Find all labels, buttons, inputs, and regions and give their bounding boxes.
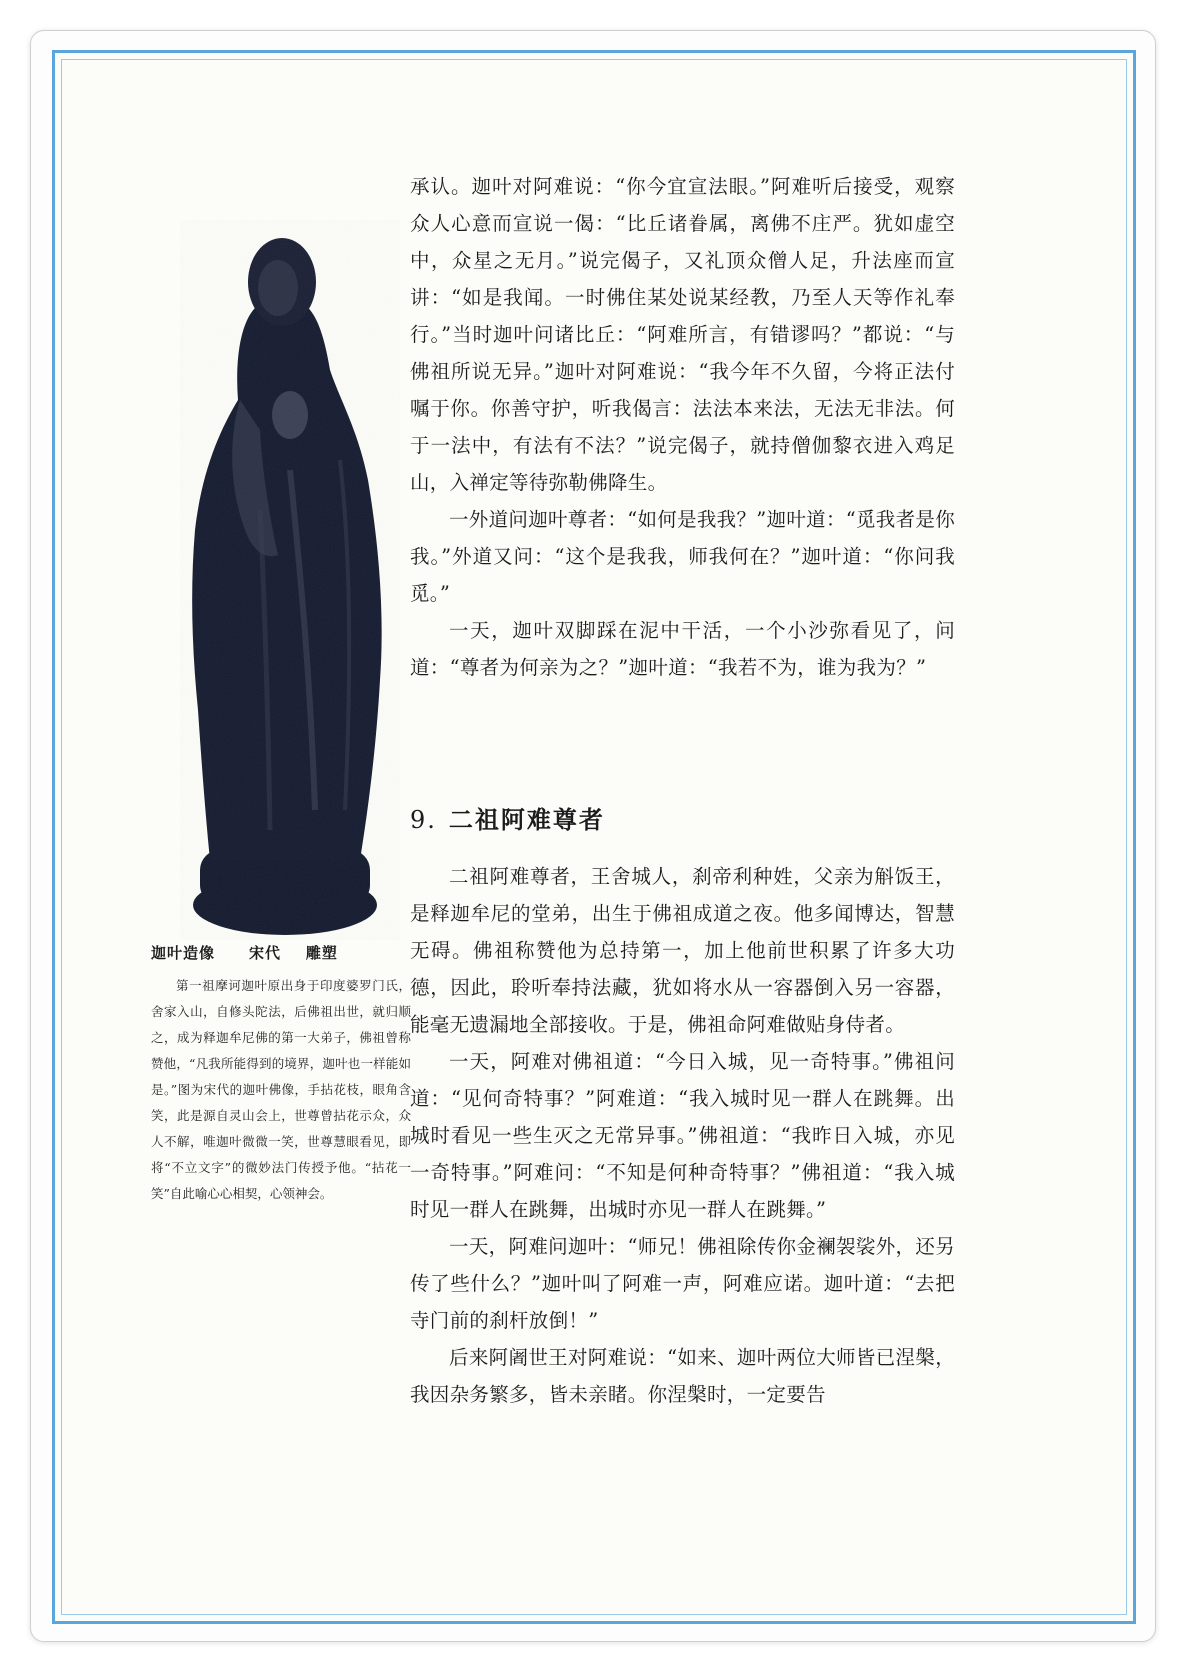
image-caption [151, 942, 411, 1207]
paragraph: 后来阿阇世王对阿难说：“如来、迦叶两位大师皆已涅槃，我因杂务繁多，皆未亲睹。你涅槃时，一定要告 [410, 1346, 955, 1406]
caption-subject: 迦叶造像 [151, 944, 216, 962]
caption-body: 第一祖摩诃迦叶原出身于印度婆罗门氏，舍家入山，自修头陀法，后佛祖出世，就归顺之，成为释迦牟尼佛的第一大弟子，佛祖曾称赞他，“凡我所能得到的境界，迦叶也一样能如是。”图为宋代的迦叶佛像，手拈花枝，眼角含笑，此是源自灵山会上，世尊曾拈花示众，众人不解，唯迦叶微微一笑，世尊慧眼看见，即将“不立文字”的微妙法门传授予他。“拈花一笑”自此喻心心相契，心领神会。 [151, 978, 411, 1201]
paragraph: 一天，迦叶双脚踩在泥中干活，一个小沙弥看见了，问道：“尊者为何亲为之？”迦叶道：“我若不为，谁为我为？” [410, 619, 955, 679]
paragraph: 一天，阿难问迦叶：“师兄！佛祖除传你金襕袈裟外，还另传了些什么？”迦叶叫了阿难一声，阿难应诺。迦叶道：“去把寺门前的刹杆放倒！” [410, 1235, 955, 1332]
section-number: 9. [410, 806, 437, 834]
caption-dynasty: 宋代 [249, 944, 282, 962]
paragraph: 承认。迦叶对阿难说：“你今宜宣法眼。”阿难听后接受，观察众人心意而宣说一偈：“比丘诸眷属，离佛不庄严。犹如虚空中，众星之无月。”说完偈子，又礼顶众僧人足，升法座而宣讲：“如是我闻。一时佛住某处说某经教，乃至人天等作礼奉行。”当时迦叶问诸比丘：“阿难所言，有错谬吗？”都说：“与佛祖所说无异。”迦叶对阿难说：“我今年不久留，今将正法付嘱于你。你善守护，听我偈言：法法本来法，无法无非法。何于一法中，有法有不法？”说完偈子，就持僧伽黎衣进入鸡足山，入禅定等待弥勒佛降生。 [410, 175, 955, 494]
lower-text-column [410, 858, 955, 1413]
section-heading [410, 800, 605, 835]
paragraph: 一天，阿难对佛祖道：“今日入城，见一奇特事。”佛祖问道：“见何奇特事？”阿难道：“我入城时见一群人在跳舞。出城时看见一些生灭之无常异事。”佛祖道：“我昨日入城，亦见一奇特事。”阿难问：“不知是何种奇特事？”佛祖道：“我入城时见一群人在跳舞，出城时亦见一群人在跳舞。” [410, 1050, 955, 1221]
paragraph: 一外道问迦叶尊者：“如何是我我？”迦叶道：“觅我者是你我。”外道又问：“这个是我我，师我何在？”迦叶道：“你问我觅。” [410, 508, 956, 605]
statue-figure [140, 210, 430, 950]
upper-text-column [410, 168, 955, 686]
caption-medium: 雕塑 [305, 944, 338, 962]
paragraph: 二祖阿难尊者，王舍城人，刹帝利种姓，父亲为斛饭王，是释迦牟尼的堂弟，出生于佛祖成道之夜。他多闻博达，智慧无碍。佛祖称赞他为总持第一，加上他前世积累了许多大功德，因此，聆听奉持法藏，犹如将水从一容器倒入另一容器，能毫无遗漏地全部接收。于是，佛祖命阿难做贴身侍者。 [410, 865, 955, 1036]
section-title: 二祖阿难尊者 [448, 806, 605, 834]
caption-title [151, 942, 411, 963]
kasyapa-statue-image [140, 210, 430, 950]
